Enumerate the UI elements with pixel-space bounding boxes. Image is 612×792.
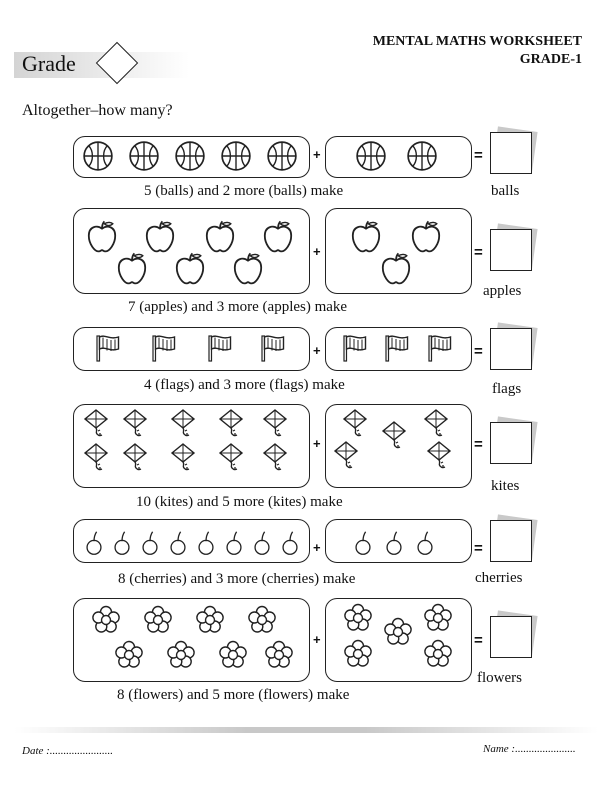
kite-icon: [217, 408, 247, 438]
flag-icon: [258, 333, 288, 363]
second-group-box: [325, 136, 472, 178]
name-field[interactable]: Name :......................: [483, 743, 576, 755]
flower-icon: [247, 605, 277, 635]
flower-icon: [343, 639, 373, 669]
plus-sign: +: [313, 147, 321, 162]
plus-sign: +: [313, 540, 321, 555]
equals-sign: =: [474, 632, 483, 649]
grade-label: Grade: [22, 51, 76, 76]
kite-icon: [261, 408, 291, 438]
worksheet-grade: GRADE-1: [519, 52, 582, 67]
flower-icon: [114, 640, 144, 670]
flower-icon: [218, 640, 248, 670]
kite-icon: [82, 408, 112, 438]
flag-icon: [205, 333, 235, 363]
answer-unit: cherries: [475, 570, 523, 586]
cherry-icon: [381, 530, 407, 556]
answer-box[interactable]: [490, 328, 532, 370]
plus-sign: +: [313, 343, 321, 358]
flower-icon: [91, 605, 121, 635]
problem-sentence: 4 (flags) and 3 more (flags) make: [144, 377, 345, 393]
kite-icon: [121, 408, 151, 438]
apple-icon: [142, 219, 178, 255]
answer-unit: kites: [491, 478, 520, 494]
flag-icon: [149, 333, 179, 363]
cherry-icon: [350, 530, 376, 556]
apple-icon: [230, 251, 266, 287]
apple-icon: [378, 251, 414, 287]
instruction: Altogether–how many?: [22, 102, 173, 119]
ball-icon: [220, 140, 252, 172]
kite-icon: [169, 442, 199, 472]
kite-icon: [82, 442, 112, 472]
flower-icon: [343, 603, 373, 633]
answer-box[interactable]: [490, 520, 532, 562]
flag-icon: [340, 333, 370, 363]
cherry-icon: [81, 530, 107, 556]
date-field[interactable]: Date :.......................: [22, 745, 114, 757]
problem-sentence: 7 (apples) and 3 more (apples) make: [128, 299, 348, 315]
problem-sentence: 8 (cherries) and 3 more (cherries) make: [118, 571, 356, 587]
answer-unit: flowers: [477, 670, 522, 686]
cherry-icon: [137, 530, 163, 556]
flag-icon: [425, 333, 455, 363]
answer-unit: flags: [492, 381, 522, 397]
equals-sign: =: [474, 540, 483, 557]
plus-sign: +: [313, 436, 321, 451]
answer-box[interactable]: [490, 229, 532, 271]
flower-icon: [166, 640, 196, 670]
kite-icon: [217, 442, 247, 472]
answer-box[interactable]: [490, 616, 532, 658]
cherry-icon: [165, 530, 191, 556]
apple-icon: [348, 219, 384, 255]
flower-icon: [195, 605, 225, 635]
problem-sentence: 5 (balls) and 2 more (balls) make: [144, 183, 344, 199]
cherry-icon: [221, 530, 247, 556]
kite-icon: [261, 442, 291, 472]
ball-icon: [266, 140, 298, 172]
kite-icon: [121, 442, 151, 472]
kite-icon: [425, 440, 455, 470]
ball-icon: [406, 140, 438, 172]
apple-icon: [114, 251, 150, 287]
answer-box[interactable]: [490, 132, 532, 174]
plus-sign: +: [313, 244, 321, 259]
worksheet-title: MENTAL MATHS WORKSHEET: [372, 34, 582, 49]
kite-icon: [422, 408, 452, 438]
answer-box[interactable]: [490, 422, 532, 464]
footer-divider: [14, 727, 598, 733]
flower-icon: [383, 617, 413, 647]
ball-icon: [355, 140, 387, 172]
cherry-icon: [277, 530, 303, 556]
problem-sentence: 8 (flowers) and 5 more (flowers) make: [117, 687, 350, 703]
equals-sign: =: [474, 436, 483, 453]
answer-unit: apples: [483, 283, 522, 299]
cherry-icon: [249, 530, 275, 556]
cherry-icon: [193, 530, 219, 556]
flag-icon: [382, 333, 412, 363]
plus-sign: +: [313, 632, 321, 647]
apple-icon: [408, 219, 444, 255]
flower-icon: [423, 639, 453, 669]
cherry-icon: [109, 530, 135, 556]
kite-icon: [169, 408, 199, 438]
flower-icon: [264, 640, 294, 670]
apple-icon: [260, 219, 296, 255]
ball-icon: [82, 140, 114, 172]
ball-icon: [128, 140, 160, 172]
ball-icon: [174, 140, 206, 172]
equals-sign: =: [474, 244, 483, 261]
apple-icon: [202, 219, 238, 255]
apple-icon: [84, 219, 120, 255]
flag-icon: [93, 333, 123, 363]
answer-unit: balls: [491, 183, 520, 199]
equals-sign: =: [474, 343, 483, 360]
cherry-icon: [412, 530, 438, 556]
kite-icon: [332, 440, 362, 470]
kite-icon: [380, 420, 410, 450]
apple-icon: [172, 251, 208, 287]
flower-icon: [423, 603, 453, 633]
problem-sentence: 10 (kites) and 5 more (kites) make: [136, 494, 343, 510]
kite-icon: [341, 408, 371, 438]
equals-sign: =: [474, 147, 483, 164]
flower-icon: [143, 605, 173, 635]
